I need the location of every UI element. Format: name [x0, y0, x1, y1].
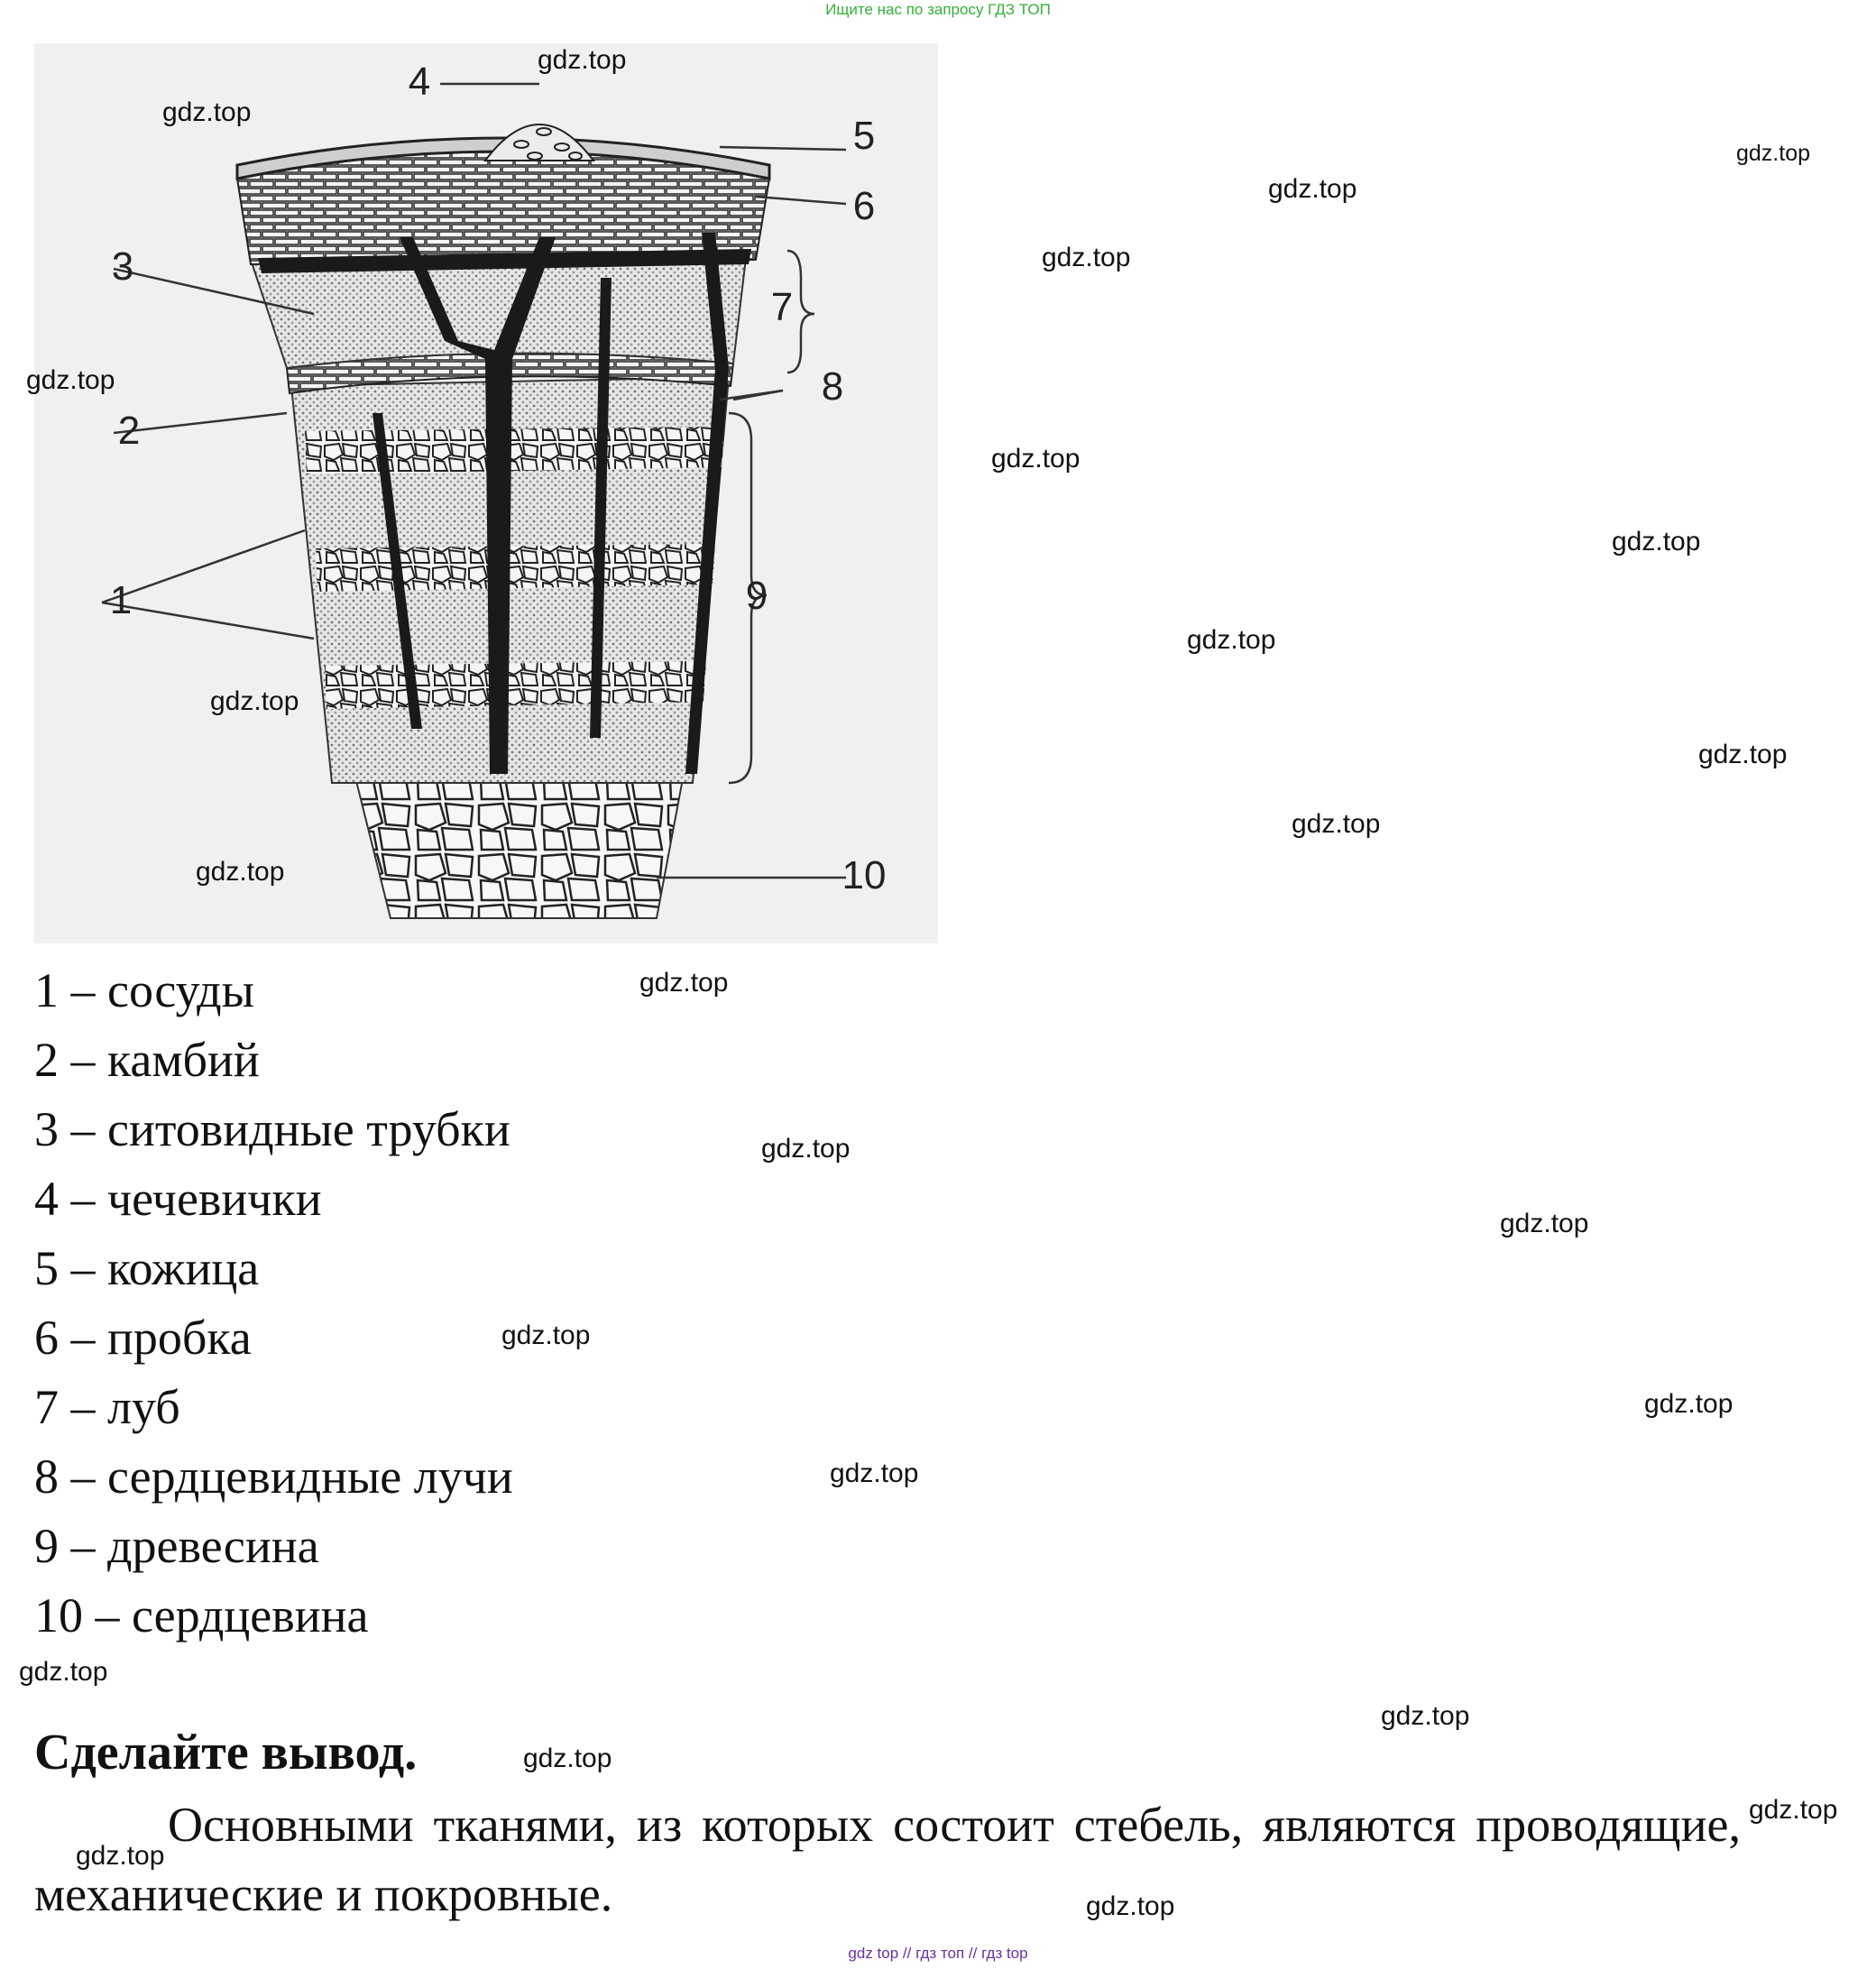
watermark: gdz.top — [19, 1657, 108, 1687]
watermark: gdz.top — [1612, 527, 1701, 557]
watermark: gdz.top — [639, 968, 729, 998]
cork-layer — [237, 152, 769, 264]
watermark: gdz.top — [210, 686, 299, 716]
stem-cross-section-figure — [34, 43, 938, 943]
figure-label-10: 10 — [841, 853, 887, 897]
conclusion-heading: Сделайте вывод. — [34, 1725, 418, 1780]
legend-item: 2 – камбий — [34, 1033, 260, 1087]
watermark: gdz.top — [1268, 174, 1357, 204]
legend-item: 8 – сердцевидные лучи — [34, 1449, 513, 1504]
figure-label-2: 2 — [117, 409, 141, 453]
figure-label-3: 3 — [111, 244, 134, 289]
watermark: gdz.top — [196, 857, 285, 887]
vessel-band-2 — [316, 544, 715, 592]
pith-region — [354, 774, 684, 918]
legend-item: 9 – древесина — [34, 1519, 319, 1573]
legend-item: 4 – чечевички — [34, 1172, 322, 1226]
figure-legend — [34, 956, 513, 1651]
vessel-band-3 — [325, 661, 706, 709]
watermark: gdz.top — [830, 1458, 919, 1488]
watermark: gdz.top — [1749, 1795, 1838, 1825]
figure-label-7: 7 — [770, 285, 794, 329]
figure-label-1: 1 — [109, 578, 133, 622]
watermark: gdz.top — [76, 1841, 165, 1871]
figure-label-9: 9 — [745, 574, 768, 618]
legend-item: 5 – кожица — [34, 1241, 260, 1295]
vessel-band-1 — [305, 427, 724, 474]
bottom-banner[interactable]: gdz top // гдз топ // гдз top — [848, 1945, 1028, 1962]
watermark: gdz.top — [1381, 1701, 1470, 1731]
watermark: gdz.top — [162, 97, 252, 127]
top-banner[interactable]: Ищите нас по запросу ГДЗ ТОП — [825, 1, 1051, 18]
watermark: gdz.top — [1736, 141, 1811, 166]
legend-item: 7 – луб — [34, 1380, 180, 1434]
conclusion-text: Основными тканями, из которых состоит стебель, являются проводящие, механические и покровные. — [34, 1798, 1741, 1921]
legend-item: 1 – сосуды — [34, 963, 254, 1017]
watermark: gdz.top — [523, 1744, 612, 1773]
watermark: gdz.top — [1644, 1389, 1733, 1419]
figure-label-6: 6 — [852, 184, 876, 228]
watermark: gdz.top — [1698, 740, 1788, 769]
watermark: gdz.top — [1187, 625, 1276, 655]
watermark: gdz.top — [538, 45, 627, 75]
watermark: gdz.top — [1292, 809, 1381, 839]
stem-diagram — [34, 43, 938, 943]
watermark: gdz.top — [991, 444, 1081, 474]
watermark: gdz.top — [26, 365, 115, 395]
watermark: gdz.top — [761, 1134, 851, 1164]
figure-label-5: 5 — [852, 114, 876, 158]
watermark: gdz.top — [1500, 1209, 1589, 1238]
watermark: gdz.top — [501, 1320, 591, 1350]
watermark: gdz.top — [1042, 243, 1131, 272]
watermark: gdz.top — [1086, 1891, 1175, 1921]
figure-label-4: 4 — [408, 60, 431, 104]
legend-item: 6 – пробка — [34, 1311, 252, 1365]
figure-label-8: 8 — [821, 364, 844, 409]
legend-item: 10 – сердцевина — [34, 1588, 369, 1642]
legend-item: 3 – ситовидные трубки — [34, 1102, 510, 1156]
